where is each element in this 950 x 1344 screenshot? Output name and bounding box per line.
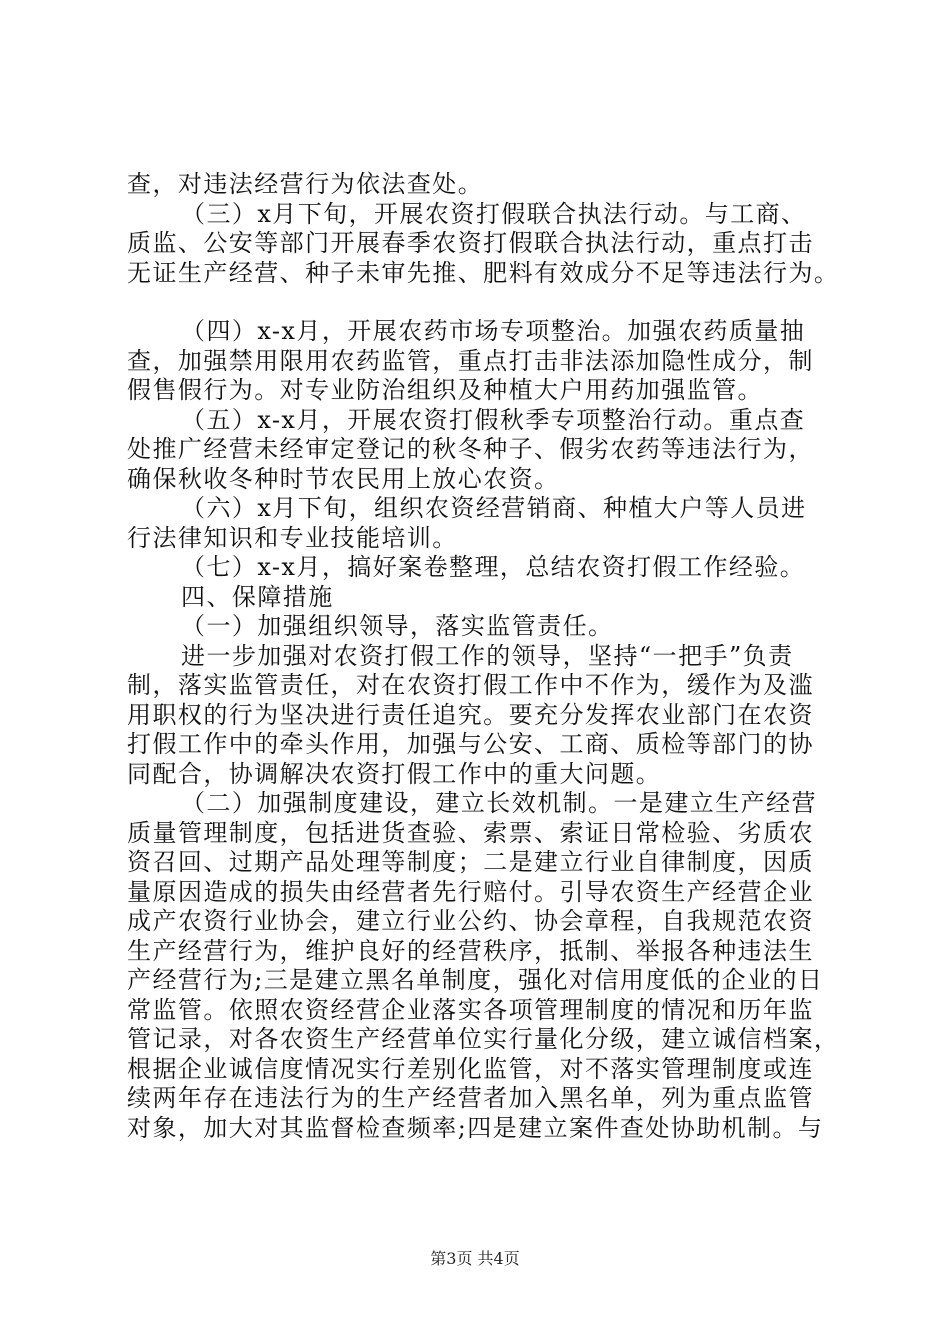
text-line: 常监管。依照农资经营企业落实各项管理制度的情况和历年监 — [127, 995, 814, 1024]
text-line: 假售假行为。对专业防治组织及种植大户用药加强监管。 — [127, 376, 763, 404]
text-line: （二）加强制度建设，建立长效机制。一是建立生产经营 — [181, 789, 817, 817]
text-line: （六）x月下旬，组织农资经营销商、种植大户等人员进 — [181, 494, 807, 522]
paragraph-gap — [127, 288, 847, 317]
text-line: 用职权的行为坚决进行责任追究。要充分发挥农业部门在农资 — [127, 700, 814, 729]
subsection-heading: （一）加强组织领导，落实监管责任。 — [181, 612, 614, 640]
text-line: 产经营行为;三是建立黑名单制度，强化对信用度低的企业的日 — [127, 966, 824, 994]
text-line: 对象，加大对其监督检查频率;四是建立案件查处协助机制。与 — [127, 1113, 824, 1142]
document-body — [127, 170, 847, 1143]
text-line: 成产农资行业协会，建立行业公约、协会章程，自我规范农资 — [127, 907, 814, 935]
text-line: 进一步加强对农资打假工作的领导，坚持“一把手”负责 — [181, 641, 794, 670]
text-line: 无证生产经营、种子未审先推、肥料有效成分不足等违法行为。 — [127, 258, 840, 287]
text-line: （四）x-x月，开展农药市场专项整治。加强农药质量抽 — [181, 317, 806, 345]
text-line: 管记录，对各农资生产经营单位实行量化分级，建立诚信档案， — [127, 1025, 840, 1053]
text-line: 处推广经营未经审定登记的秋冬种子、假劣农药等违法行为， — [127, 435, 814, 463]
page-footer: 第3页 共4页 — [430, 1249, 520, 1268]
text-line: 根据企业诚信度情况实行差别化监管，对不落实管理制度或连 — [127, 1054, 814, 1083]
text-line: 确保秋收冬种时节农民用上放心农资。 — [127, 464, 560, 493]
text-line: （七）x-x月，搞好案卷整理，总结农资打假工作经验。 — [181, 553, 806, 581]
text-line: 制，落实监管责任，对在农资打假工作中不作为，缓作为及滥 — [127, 671, 814, 699]
text-line: 查，加强禁用限用农药监管，重点打击非法添加隐性成分，制 — [127, 346, 814, 375]
text-line: 资召回、过期产品处理等制度；二是建立行业自律制度，因质 — [127, 848, 814, 876]
text-line: 质量管理制度，包括进货查验、索票、索证日常检验、劣质农 — [127, 818, 814, 847]
text-line: 打假工作中的牵头作用，加强与公安、工商、质检等部门的协 — [127, 730, 814, 758]
text-line: （五）x-x月，开展农资打假秋季专项整治行动。重点查 — [181, 405, 806, 434]
text-line: 量原因造成的损失由经营者先行赔付。引导农资生产经营企业 — [127, 877, 814, 906]
text-line: 同配合，协调解决农资打假工作中的重大问题。 — [127, 759, 662, 788]
text-line: 质监、公安等部门开展春季农资打假联合执法行动，重点打击 — [127, 229, 814, 257]
text-line: 行法律知识和专业技能培训。 — [127, 523, 458, 552]
section-heading: 四、保障措施 — [181, 582, 334, 611]
text-line: （三）x月下旬，开展农资打假联合执法行动。与工商、 — [181, 199, 807, 228]
text-line: 生产经营行为，维护良好的经营秩序，抵制、举报各种违法生 — [127, 936, 814, 965]
text-line: 查，对违法经营行为依法查处。 — [127, 170, 484, 198]
text-line: 续两年存在违法行为的生产经营者加入黑名单，列为重点监管 — [127, 1084, 814, 1112]
